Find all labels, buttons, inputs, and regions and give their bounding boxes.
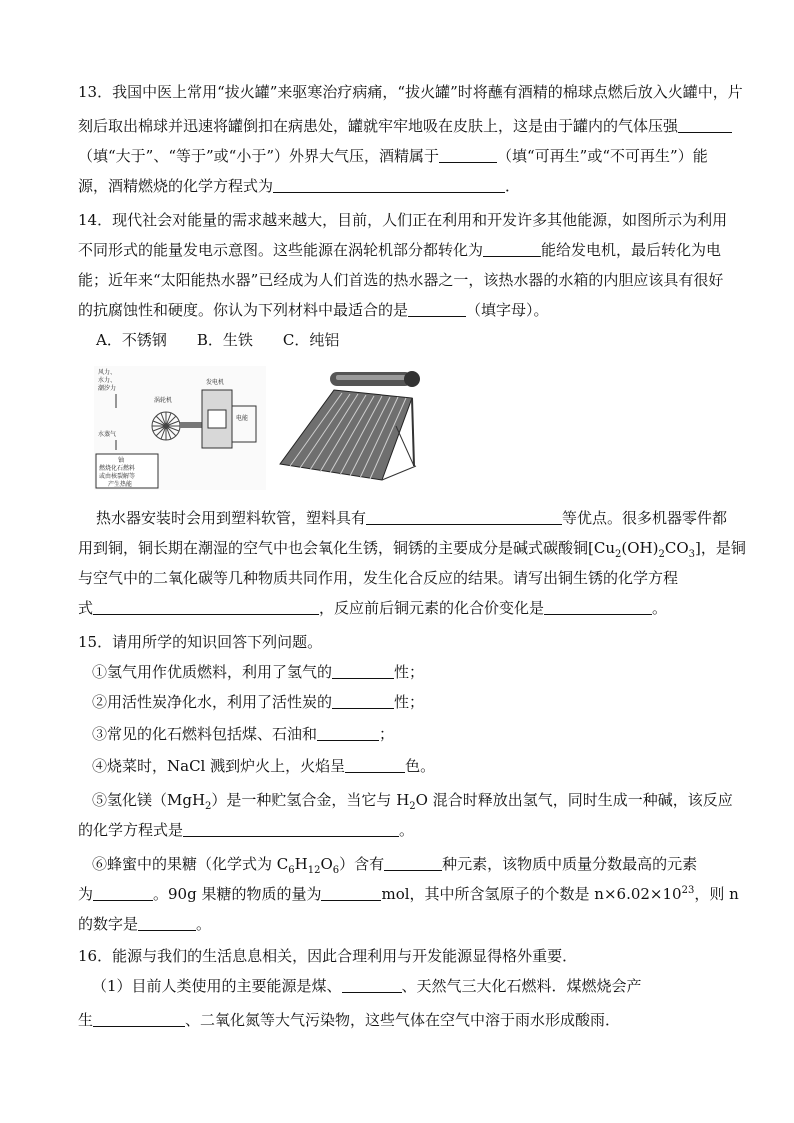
q15-text: ④烧菜时，NaCl 溅到炉火上，火焰呈	[92, 757, 346, 775]
q16-line-2	[78, 1010, 718, 1030]
q13-text: 13．我国中医上常用“拔火罐”来驱寒治疗病痛，“拔火罐”时将蘸有酒精的棉球点燃后放入火罐中，片	[78, 83, 743, 101]
q15-item-6-end	[78, 914, 718, 934]
stand-brace	[396, 426, 414, 466]
q13-text: 刻后取出棉球并迅速将罐倒扣在病患处，罐就牢牢地吸在皮肤上，这是由于罐内的气体压强	[78, 117, 679, 135]
q15-text: ；	[379, 725, 395, 743]
q14-text: 能；近年来“太阳能热水器”已经成为人们首选的热水器之一，该热水器的水箱的内胆应该具有很好	[78, 271, 724, 289]
q16-text: 、二氧化氮等大气污染物，这些气体在空气中溶于雨水形成酸雨．	[185, 1011, 621, 1029]
answer-blank[interactable]	[321, 885, 381, 901]
subscript: 3	[688, 549, 695, 560]
q14-para-2	[78, 538, 746, 560]
q14-line-2	[78, 240, 722, 260]
q15-text: 。	[399, 821, 415, 839]
q14-text: CO	[664, 539, 689, 557]
q13-text: ．	[505, 177, 521, 195]
q15-text: ③常见的化石燃料包括煤、石油和	[92, 725, 318, 743]
q15-text: 的数字是	[78, 915, 139, 933]
fig-label-energy-3: 潮汐力	[98, 385, 117, 392]
stand-base	[382, 466, 416, 480]
q13-text: （填“可再生”或“不可再生”）能	[497, 147, 708, 165]
q13-line-2	[78, 116, 718, 136]
q15-text: ②用活性炭净化水，利用了活性炭的	[92, 693, 333, 711]
solar-water-heater-image	[276, 366, 426, 486]
answer-blank[interactable]	[366, 509, 562, 525]
q13-line-1	[78, 82, 743, 102]
q14-para-1	[96, 508, 736, 528]
fig-label-electricity: 电能	[236, 415, 249, 422]
q15-text: 性；	[394, 663, 425, 681]
q16-text: 16．能源与我们的生活息息相关，因此合理利用与开发能源显得格外重要．	[78, 947, 578, 965]
q15-text: ①氢气用作优质燃料，利用了氢气的	[92, 663, 333, 681]
answer-blank[interactable]	[93, 1011, 185, 1027]
q15-text: ）是一种贮氢合金，当它与 H	[211, 791, 410, 809]
q13-line-4	[78, 176, 718, 196]
q15-item-1	[92, 662, 732, 682]
q14-text: 能给发电机，最后转化为电	[541, 241, 722, 259]
q14-text: 不同形式的能量发电示意图。这些能源在涡轮机部分都转化为	[78, 241, 484, 259]
q14-text: 热水器安装时会用到塑料软管，塑料具有	[96, 509, 367, 527]
q15-item-6	[92, 854, 732, 874]
q15-item-2	[92, 692, 732, 712]
q14-text: ]，是铜	[695, 539, 746, 557]
q15-title	[78, 632, 718, 652]
answer-blank[interactable]	[345, 757, 405, 773]
q14-line-4	[78, 300, 718, 320]
answer-blank[interactable]	[408, 301, 466, 317]
q14-para-4	[78, 598, 718, 618]
q13-text: 源，酒精燃烧的化学方程式为	[78, 177, 274, 195]
fig-box-line-3: 或由核裂解等	[99, 473, 136, 480]
answer-blank[interactable]	[439, 147, 497, 163]
tank-highlight	[336, 375, 406, 380]
power-generation-diagram	[94, 366, 266, 490]
stand-leg	[412, 398, 414, 466]
subscript: 2	[205, 801, 212, 812]
q14-line-3	[78, 270, 724, 290]
q15-item-3	[92, 724, 732, 744]
q16-text: 生	[78, 1011, 94, 1029]
q15-item-4	[92, 756, 732, 776]
fig-box-line-2: 燃烧化石燃料	[99, 465, 136, 472]
q15-text: ，则 n	[694, 885, 739, 903]
fig-label-generator: 发电机	[206, 379, 225, 386]
subscript: 12	[307, 865, 321, 876]
q15-text: 。	[196, 915, 212, 933]
q16-text: （1）目前人类使用的主要能源是煤、	[92, 977, 342, 995]
q14-text: 。	[652, 599, 668, 617]
q15-text: 种元素，该物质中质量分数最高的元素	[442, 855, 698, 873]
q15-text: O	[320, 855, 333, 873]
subscript: 2	[409, 801, 416, 812]
q16-text: 、天然气三大化石燃料．煤燃烧会产	[401, 977, 642, 995]
generator-core	[208, 410, 226, 428]
q15-item-6-cont	[78, 884, 739, 904]
q15-text: 为	[78, 885, 94, 903]
subscript: 6	[288, 865, 295, 876]
fig-box-line-4: 产生热能	[108, 481, 133, 488]
answer-blank[interactable]	[183, 821, 399, 837]
q15-text: 色。	[405, 757, 436, 775]
q15-text: ）含有	[339, 855, 385, 873]
collector-panel	[280, 390, 412, 480]
q15-text: 的化学方程式是	[78, 821, 184, 839]
answer-blank[interactable]	[93, 599, 319, 615]
q15-text: 性；	[394, 693, 425, 711]
answer-blank[interactable]	[138, 915, 196, 931]
q15-text: mol，其中所含氢原子的个数是 n×6.02×10	[381, 885, 682, 903]
q15-text: 。90g 果糖的物质的量为	[153, 885, 322, 903]
q15-item-5	[92, 790, 732, 810]
answer-blank[interactable]	[332, 663, 394, 679]
subscript: 2	[658, 549, 665, 560]
answer-blank[interactable]	[384, 855, 442, 871]
answer-blank[interactable]	[544, 599, 652, 615]
q15-text: ⑤氢化镁（MgH	[92, 791, 206, 809]
q14-text: 14．现代社会对能量的需求越来越大，目前，人们正在利用和开发许多其他能源，如图所示为利用	[78, 211, 728, 229]
q14-text: (OH)	[621, 539, 659, 557]
solar-water-heater-figure	[276, 366, 426, 486]
subscript: 2	[615, 549, 622, 560]
q14-line-1	[78, 210, 728, 230]
q14-text: 式	[78, 599, 94, 617]
fig-label-steam: 水蒸气	[98, 431, 117, 438]
fig-label-turbine: 涡轮机	[154, 397, 173, 404]
fig-label-energy-2: 水力、	[98, 377, 117, 384]
q14-para-3	[78, 568, 718, 588]
answer-blank[interactable]	[342, 977, 402, 993]
q16-title	[78, 946, 718, 966]
q14-choice-list: A．不锈钢 B．生铁 C．纯铝	[96, 331, 340, 349]
q14-text: ，反应前后铜元素的化合价变化是	[319, 599, 545, 617]
q14-text: 等优点。很多机器零件都	[562, 509, 728, 527]
answer-blank[interactable]	[332, 693, 394, 709]
q14-text: 与空气中的二氧化碳等几种物质共同作用，发生化合反应的结果。请写出铜生锈的化学方程	[78, 569, 679, 587]
q15-item-5-cont	[78, 820, 718, 840]
answer-blank[interactable]	[93, 885, 153, 901]
q15-text: O 混合时释放出氢气，同时生成一种碱，该反应	[415, 791, 733, 809]
q13-text: （填“大于”、“等于”或“小于”）外界大气压，酒精属于	[78, 147, 440, 165]
answer-blank[interactable]	[273, 177, 505, 193]
q15-text: 15．请用所学的知识回答下列问题。	[78, 633, 323, 651]
superscript: 23	[681, 885, 695, 896]
q13-line-3	[78, 146, 718, 166]
answer-blank[interactable]	[317, 725, 379, 741]
subscript: 6	[332, 865, 340, 876]
q16-line-1	[92, 976, 732, 996]
fig-label-energy-1: 风力、	[98, 369, 117, 376]
q15-text: H	[294, 855, 308, 873]
answer-blank[interactable]	[678, 117, 732, 133]
q14-text: 用到铜，铜长期在潮湿的空气中也会氧化生锈，铜锈的主要成分是碱式碳酸铜[Cu	[78, 539, 615, 557]
power-generation-figure	[94, 366, 266, 490]
q14-text: 的抗腐蚀性和硬度。你认为下列材料中最适合的是	[78, 301, 409, 319]
q14-text: （填字母）。	[466, 301, 549, 319]
q14-options	[96, 330, 736, 350]
turbine-icon	[152, 412, 180, 440]
answer-blank[interactable]	[483, 241, 541, 257]
tank-end-cap	[404, 371, 420, 387]
fig-box-line-1: 铀	[118, 457, 125, 464]
q15-text: ⑥蜂蜜中的果糖（化学式为 C	[92, 855, 289, 873]
